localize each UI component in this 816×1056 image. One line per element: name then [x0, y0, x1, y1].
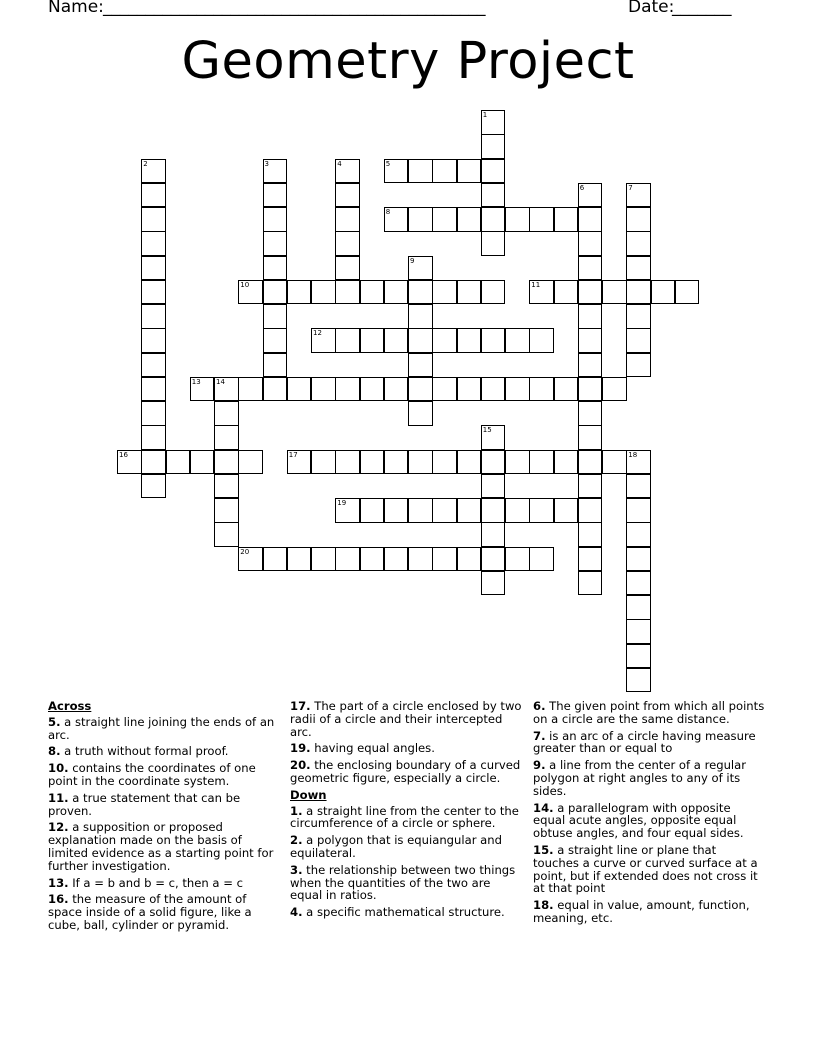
- grid-cell[interactable]: [432, 159, 457, 184]
- grid-cell[interactable]: [360, 450, 385, 475]
- grid-cell[interactable]: [578, 450, 603, 475]
- clue-item: [533, 844, 765, 895]
- grid-cell[interactable]: [238, 450, 263, 475]
- grid-cell[interactable]: [311, 328, 336, 353]
- grid-cell[interactable]: [578, 571, 603, 596]
- grid-cell[interactable]: [505, 450, 530, 475]
- grid-cell[interactable]: [626, 183, 651, 208]
- grid-cell[interactable]: [578, 280, 603, 305]
- grid-cell[interactable]: [578, 401, 603, 426]
- grid-cell[interactable]: [214, 401, 239, 426]
- clue-item-number: 9.: [533, 758, 546, 773]
- grid-cell[interactable]: [578, 207, 603, 232]
- clue-item-text: the enclosing boundary of a curved geometric figure, especially a circle.: [290, 758, 521, 785]
- grid-cell[interactable]: [457, 377, 482, 402]
- grid-cell[interactable]: [457, 280, 482, 305]
- clue-number: 8: [385, 208, 391, 216]
- grid-cell[interactable]: [287, 547, 312, 572]
- grid-cell[interactable]: [529, 207, 554, 232]
- clue-item-text: The given point from which all points on a circle are the same distance.: [533, 699, 765, 726]
- grid-cell[interactable]: [578, 256, 603, 281]
- grid-cell[interactable]: [335, 256, 360, 281]
- grid-cell[interactable]: [626, 547, 651, 572]
- grid-cell[interactable]: [481, 328, 506, 353]
- clue-item-number: 19.: [290, 741, 311, 756]
- page-title: Geometry Project: [181, 32, 635, 91]
- grid-cell[interactable]: [335, 547, 360, 572]
- grid-cell[interactable]: [481, 280, 506, 305]
- clue-number: 20: [240, 547, 250, 556]
- clue-item-text: a polygon that is equiangular and equilateral.: [290, 833, 502, 860]
- clue-item: [533, 899, 765, 925]
- grid-cell[interactable]: [408, 547, 433, 572]
- clue-item: [290, 906, 522, 919]
- clue-item: [48, 877, 280, 890]
- grid-cell[interactable]: [626, 474, 651, 499]
- clue-heading: Across: [48, 699, 92, 713]
- grid-cell[interactable]: [675, 280, 700, 305]
- clue-item-number: 8.: [48, 744, 61, 759]
- clue-item: [290, 805, 522, 831]
- grid-cell[interactable]: [141, 280, 166, 305]
- grid-cell[interactable]: [626, 668, 651, 693]
- clue-item-text: is an arc of a circle having measure greater than or equal to: [533, 728, 756, 756]
- clue-item: [290, 759, 522, 785]
- grid-cell[interactable]: [408, 280, 433, 305]
- grid-cell[interactable]: [408, 353, 433, 378]
- clue-item-number: 3.: [290, 862, 303, 877]
- grid-cell[interactable]: [481, 377, 506, 402]
- grid-cell[interactable]: [602, 450, 627, 475]
- grid-cell[interactable]: [238, 280, 263, 305]
- grid-cell[interactable]: [578, 425, 603, 450]
- grid-cell[interactable]: [481, 571, 506, 596]
- clue-item-text: equal in value, amount, function, meaning, etc.: [533, 898, 750, 925]
- clue-item-number: 6.: [533, 699, 546, 713]
- grid-cell[interactable]: [529, 280, 554, 305]
- grid-cell[interactable]: [360, 547, 385, 572]
- grid-cell[interactable]: [505, 547, 530, 572]
- clue-item-text: the relationship between two things when the quantities of the two are equal in ratios.: [290, 862, 516, 903]
- grid-cell[interactable]: [626, 231, 651, 256]
- grid-cell[interactable]: [505, 328, 530, 353]
- grid-cell[interactable]: [384, 280, 409, 305]
- clue-number: 7: [628, 183, 633, 192]
- grid-cell[interactable]: [335, 159, 360, 184]
- clues-column-2: [290, 700, 522, 923]
- grid-cell[interactable]: [214, 498, 239, 523]
- clue-item: [48, 893, 280, 931]
- clue-item-text: The part of a circle enclosed by two radii of a circle and their intercepted arc.: [290, 699, 522, 739]
- grid-cell[interactable]: [190, 377, 215, 402]
- grid-cell[interactable]: [554, 280, 579, 305]
- clue-item-number: 16.: [48, 892, 69, 907]
- grid-cell[interactable]: [626, 328, 651, 353]
- clue-item: [533, 700, 765, 726]
- clue-item-text: a line from the center of a regular polygon at right angles to any of its sides.: [533, 758, 747, 798]
- grid-cell[interactable]: [481, 450, 506, 475]
- clue-item-text: contains the coordinates of one point in the coordinate system.: [48, 761, 256, 788]
- grid-cell[interactable]: [141, 207, 166, 232]
- grid-cell[interactable]: [311, 450, 336, 475]
- clue-item: [48, 792, 280, 818]
- grid-cell[interactable]: [311, 547, 336, 572]
- grid-cell[interactable]: [335, 328, 360, 353]
- grid-cell[interactable]: [384, 450, 409, 475]
- clue-item: [290, 834, 522, 860]
- clue-item-text: a straight line joining the ends of an arc.: [48, 714, 275, 742]
- grid-cell[interactable]: [626, 498, 651, 523]
- clue-item-text: a parallelogram with opposite equal acute angles, opposite equal obtuse angles, and four equal sides.: [533, 800, 744, 841]
- grid-cell[interactable]: [141, 450, 166, 475]
- grid-cell[interactable]: [190, 450, 215, 475]
- grid-cell[interactable]: [481, 547, 506, 572]
- grid-cell[interactable]: [481, 183, 506, 208]
- grid-cell[interactable]: [263, 256, 288, 281]
- grid-cell[interactable]: [626, 595, 651, 620]
- grid-cell[interactable]: [626, 644, 651, 669]
- grid-cell[interactable]: [360, 377, 385, 402]
- grid-cell[interactable]: [481, 207, 506, 232]
- grid-cell[interactable]: [529, 377, 554, 402]
- grid-cell[interactable]: [481, 159, 506, 184]
- grid-cell[interactable]: [287, 280, 312, 305]
- grid-cell[interactable]: [263, 377, 288, 402]
- grid-cell[interactable]: [263, 280, 288, 305]
- clue-item-number: 14.: [533, 800, 554, 815]
- grid-cell[interactable]: [311, 280, 336, 305]
- grid-cell[interactable]: [578, 474, 603, 499]
- clue-number: 16: [119, 450, 128, 459]
- grid-cell[interactable]: [481, 498, 506, 523]
- grid-cell[interactable]: [602, 377, 627, 402]
- clue-number: 19: [337, 499, 347, 507]
- grid-cell[interactable]: [335, 498, 360, 523]
- grid-cell[interactable]: [408, 377, 433, 402]
- grid-cell[interactable]: [626, 619, 651, 644]
- grid-cell[interactable]: [578, 522, 603, 547]
- grid-cell[interactable]: [578, 547, 603, 572]
- clue-item-number: 12.: [48, 820, 69, 835]
- grid-cell[interactable]: [554, 207, 579, 232]
- grid-cell[interactable]: [384, 207, 409, 232]
- grid-cell[interactable]: [335, 183, 360, 208]
- grid-cell[interactable]: [214, 450, 239, 475]
- grid-cell[interactable]: [626, 571, 651, 596]
- grid-cell[interactable]: [408, 401, 433, 426]
- grid-cell[interactable]: [384, 159, 409, 184]
- grid-cell[interactable]: [335, 450, 360, 475]
- grid-cell[interactable]: [578, 183, 603, 208]
- clue-number: 14: [216, 377, 225, 386]
- grid-cell[interactable]: [529, 450, 554, 475]
- grid-cell[interactable]: [578, 231, 603, 256]
- clue-item-number: 1.: [290, 803, 303, 818]
- clue-item-text: a true statement that can be proven.: [48, 790, 241, 818]
- grid-cell[interactable]: [651, 280, 676, 305]
- grid-cell[interactable]: [626, 353, 651, 378]
- grid-cell[interactable]: [626, 304, 651, 329]
- grid-cell[interactable]: [457, 450, 482, 475]
- clue-number: 15: [482, 426, 492, 435]
- grid-cell[interactable]: [529, 498, 554, 523]
- clue-item-text: a supposition or proposed explanation made on the basis of limited evidence as a starting point for further investigation.: [48, 820, 274, 873]
- grid-cell[interactable]: [360, 498, 385, 523]
- grid-cell[interactable]: [554, 450, 579, 475]
- grid-cell[interactable]: [214, 377, 239, 402]
- date-label: Date:: [628, 0, 675, 17]
- grid-cell[interactable]: [141, 425, 166, 450]
- clue-item-text: having equal angles.: [314, 741, 435, 756]
- clue-item: [48, 716, 280, 742]
- grid-cell[interactable]: [311, 377, 336, 402]
- grid-cell[interactable]: [432, 450, 457, 475]
- grid-cell[interactable]: [141, 474, 166, 499]
- grid-cell[interactable]: [457, 207, 482, 232]
- grid-cell[interactable]: [457, 498, 482, 523]
- grid-cell[interactable]: [287, 377, 312, 402]
- clue-item: [533, 802, 765, 840]
- grid-cell[interactable]: [263, 207, 288, 232]
- grid-cell[interactable]: [287, 450, 312, 475]
- grid-cell[interactable]: [432, 547, 457, 572]
- clue-item: [48, 745, 280, 758]
- clue-item: [290, 700, 522, 738]
- clue-item: [48, 762, 280, 788]
- grid-cell[interactable]: [529, 547, 554, 572]
- grid-cell[interactable]: [626, 522, 651, 547]
- clue-number: 18: [628, 450, 638, 459]
- grid-cell[interactable]: [238, 377, 263, 402]
- grid-cell[interactable]: [141, 256, 166, 281]
- grid-cell[interactable]: [481, 231, 506, 256]
- grid-cell[interactable]: [481, 474, 506, 499]
- clue-item: [290, 864, 522, 902]
- grid-cell[interactable]: [626, 207, 651, 232]
- clue-item-text: If a = b and b = c, then a = c: [72, 875, 243, 890]
- grid-cell[interactable]: [384, 547, 409, 572]
- grid-cell[interactable]: [263, 304, 288, 329]
- clue-number: 4: [337, 159, 342, 168]
- clue-item-number: 20.: [290, 758, 311, 773]
- grid-cell[interactable]: [408, 450, 433, 475]
- clue-number: 1: [482, 111, 488, 119]
- grid-cell[interactable]: [578, 304, 603, 329]
- clue-item-text: a truth without formal proof.: [64, 744, 229, 759]
- grid-cell[interactable]: [214, 474, 239, 499]
- clue-item-text: a straight line from the center to the circumference of a circle or sphere.: [290, 803, 519, 831]
- grid-cell[interactable]: [141, 401, 166, 426]
- grid-cell[interactable]: [335, 377, 360, 402]
- grid-cell[interactable]: [505, 498, 530, 523]
- date-field[interactable]: _______: [672, 0, 732, 17]
- grid-cell[interactable]: [457, 547, 482, 572]
- grid-cell[interactable]: [529, 328, 554, 353]
- grid-cell[interactable]: [360, 280, 385, 305]
- clue-number: 17: [288, 450, 298, 459]
- clue-number: 10: [240, 280, 250, 289]
- clue-item-number: 17.: [290, 699, 311, 713]
- clue-number: 5: [385, 159, 391, 168]
- grid-cell[interactable]: [384, 377, 409, 402]
- grid-cell[interactable]: [263, 183, 288, 208]
- clue-item-number: 18.: [533, 898, 554, 913]
- grid-cell[interactable]: [626, 280, 651, 305]
- grid-cell[interactable]: [481, 110, 506, 135]
- grid-cell[interactable]: [408, 159, 433, 184]
- grid-cell[interactable]: [166, 450, 191, 475]
- grid-cell[interactable]: [578, 377, 603, 402]
- grid-cell[interactable]: [457, 328, 482, 353]
- grid-cell[interactable]: [141, 304, 166, 329]
- grid-cell[interactable]: [626, 450, 651, 475]
- clue-number: 13: [191, 377, 201, 386]
- grid-cell[interactable]: [141, 353, 166, 378]
- clue-number: 2: [143, 159, 148, 168]
- grid-cell[interactable]: [432, 280, 457, 305]
- grid-cell[interactable]: [141, 183, 166, 208]
- grid-cell[interactable]: [335, 207, 360, 232]
- clue-number: 9: [410, 256, 415, 265]
- grid-cell[interactable]: [141, 231, 166, 256]
- name-field[interactable]: _____________________________________________: [103, 0, 486, 17]
- grid-cell[interactable]: [384, 328, 409, 353]
- grid-cell[interactable]: [214, 425, 239, 450]
- clue-item: [533, 730, 765, 756]
- grid-cell[interactable]: [263, 328, 288, 353]
- grid-cell[interactable]: [554, 377, 579, 402]
- grid-cell[interactable]: [263, 231, 288, 256]
- grid-cell[interactable]: [238, 547, 263, 572]
- grid-cell[interactable]: [602, 280, 627, 305]
- grid-cell[interactable]: [141, 328, 166, 353]
- clue-item: [533, 759, 765, 797]
- grid-cell[interactable]: [578, 498, 603, 523]
- grid-cell[interactable]: [263, 159, 288, 184]
- clues-column-3: [533, 700, 765, 929]
- grid-cell[interactable]: [360, 328, 385, 353]
- clue-item: [290, 742, 522, 755]
- grid-cell[interactable]: [117, 450, 142, 475]
- grid-cell[interactable]: [481, 134, 506, 159]
- grid-cell[interactable]: [335, 280, 360, 305]
- name-label: Name:: [48, 0, 104, 17]
- grid-cell[interactable]: [626, 256, 651, 281]
- grid-cell[interactable]: [408, 498, 433, 523]
- clue-item-number: 15.: [533, 842, 554, 857]
- clue-item-number: 2.: [290, 833, 303, 848]
- clue-item-number: 5.: [48, 714, 61, 729]
- clue-item-number: 10.: [48, 761, 69, 776]
- clue-item-number: 13.: [48, 875, 69, 890]
- grid-cell[interactable]: [335, 231, 360, 256]
- clue-item-text: a straight line or plane that touches a curve or curved surface at a point, but if extended does not cross it at that point: [533, 842, 758, 896]
- grid-cell[interactable]: [457, 159, 482, 184]
- grid-cell[interactable]: [384, 498, 409, 523]
- grid-cell[interactable]: [554, 498, 579, 523]
- grid-cell[interactable]: [214, 522, 239, 547]
- grid-cell[interactable]: [263, 353, 288, 378]
- grid-cell[interactable]: [505, 377, 530, 402]
- clue-item-number: 4.: [290, 905, 303, 920]
- grid-cell[interactable]: [578, 328, 603, 353]
- grid-cell[interactable]: [432, 207, 457, 232]
- clue-item-text: the measure of the amount of space inside of a solid figure, like a cube, ball, cylinder or pyramid.: [48, 892, 252, 932]
- clue-number: 12: [313, 329, 322, 338]
- grid-cell[interactable]: [141, 159, 166, 184]
- clue-heading: Down: [290, 787, 327, 802]
- clue-item-number: 11.: [48, 790, 69, 805]
- grid-cell[interactable]: [408, 256, 433, 281]
- clue-number: 6: [579, 183, 585, 192]
- clue-number: 11: [531, 280, 541, 289]
- grid-cell[interactable]: [578, 353, 603, 378]
- grid-cell[interactable]: [432, 377, 457, 402]
- grid-cell[interactable]: [481, 522, 506, 547]
- clue-number: 3: [264, 159, 269, 168]
- grid-cell[interactable]: [141, 377, 166, 402]
- grid-cell[interactable]: [505, 207, 530, 232]
- grid-cell[interactable]: [481, 425, 506, 450]
- grid-cell[interactable]: [432, 498, 457, 523]
- clue-item-number: 7.: [533, 728, 546, 743]
- grid-cell[interactable]: [408, 207, 433, 232]
- grid-cell[interactable]: [408, 304, 433, 329]
- clues-column-1: [48, 700, 280, 936]
- clue-item-text: a specific mathematical structure.: [306, 905, 505, 920]
- grid-cell[interactable]: [432, 328, 457, 353]
- grid-cell[interactable]: [408, 328, 433, 353]
- grid-cell[interactable]: [263, 547, 288, 572]
- clue-item: [48, 821, 280, 872]
